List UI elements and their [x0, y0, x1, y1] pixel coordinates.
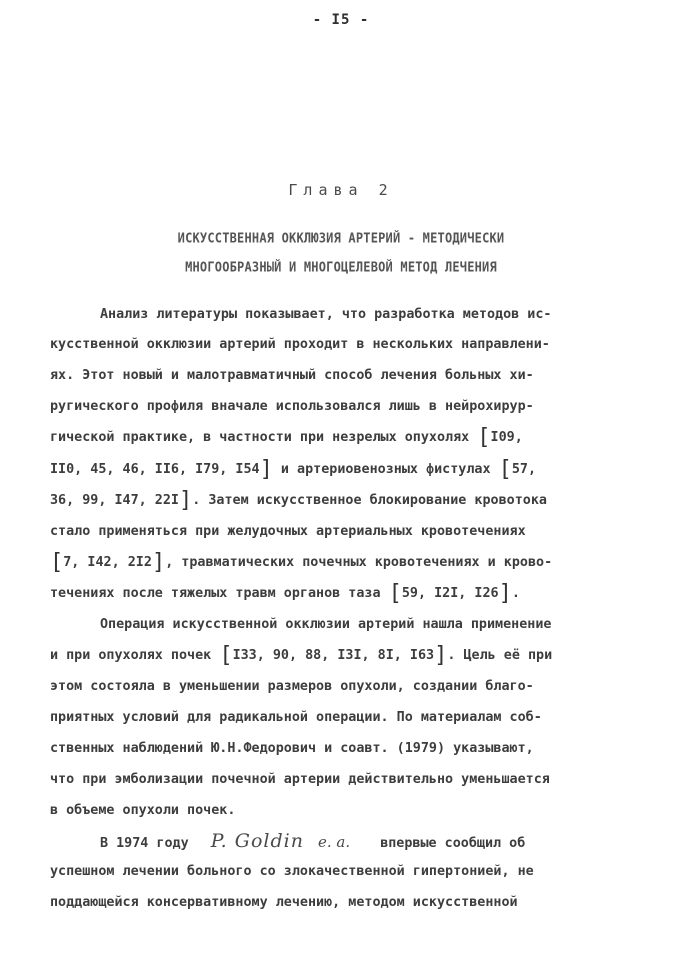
line-text: впервые сообщил об [380, 836, 526, 851]
paragraph-line: приятных условий для радикальной операции. По материалам соб- [50, 710, 542, 725]
paragraph-line [100, 830, 630, 852]
page-number: - I5 - [312, 12, 370, 28]
citation-bracket: ] [498, 581, 512, 606]
paragraph-line [50, 488, 630, 513]
citation-refs: II0, 45, 46, II6, I79, I54 [50, 462, 260, 477]
citation-bracket: ] [434, 643, 448, 668]
citation-refs: 7, I42, 2I2 [63, 555, 152, 570]
line-text: . Затем искусственное блокирование кровотока [192, 493, 547, 508]
paragraph-line [50, 425, 630, 450]
citation-bracket: [ [498, 457, 512, 482]
paragraph-line [50, 550, 630, 575]
line-text: . Цель её при [447, 648, 553, 663]
citation-bracket: [ [219, 643, 233, 668]
paragraph-line: этом состояла в уменьшении размеров опухоли, создании благо- [50, 679, 534, 694]
citation-refs: I33, 90, 88, I3I, 8I, I63 [232, 648, 435, 663]
line-text: гической практике, в частности при незрелых опухолях [50, 430, 470, 445]
citation-bracket: ] [179, 488, 193, 513]
line-text: . [511, 586, 520, 601]
paragraph-line: ях. Этот новый и малотравматичный способ лечения больных хи- [50, 368, 534, 383]
line-text: течениях после тяжелых травм органов таза [50, 586, 381, 601]
citation-refs: 57, [511, 462, 537, 477]
paragraph-line: в объеме опухоли почек. [50, 803, 236, 818]
paragraph-line: ругического профиля вначале использовался лишь в нейрохирур- [50, 399, 534, 414]
handwritten-et-al: e. a. [318, 833, 351, 851]
paragraph-line: ственных наблюдений Ю.Н.Федорович и соавт. (1979) указывают, [50, 741, 534, 756]
line-text: и при опухолях почек [50, 648, 212, 663]
line-text: и артериовенозных фистулах [280, 462, 491, 477]
paragraph-line: поддающейся консервативному лечению, методом искусственной [50, 895, 518, 910]
citation-refs: 59, I2I, I26 [401, 586, 499, 601]
citation-bracket: ] [151, 550, 166, 575]
paragraph-line: успешном лечении больного со злокачественной гипертонией, не [50, 864, 534, 879]
citation-bracket: ] [259, 457, 273, 482]
paragraph-line: кусственной окклюзии артерий проходит в нескольких направлени- [50, 337, 550, 352]
citation-refs: 36, 99, I47, 22I [50, 493, 179, 508]
paragraph-line: Операция искусственной окклюзии артерий нашла применение [100, 617, 552, 632]
chapter-title-line-1: ИСКУССТВЕННАЯ ОККЛЮЗИЯ АРТЕРИЙ - МЕТОДИЧЕСКИ [177, 230, 505, 246]
citation-bracket: [ [477, 425, 491, 450]
handwritten-author-name: P. Goldin [210, 830, 304, 852]
chapter-heading: Глава 2 [288, 181, 394, 199]
paragraph-line [50, 457, 630, 482]
line-text: В 1974 году [100, 836, 189, 851]
paragraph-line [50, 581, 630, 606]
paragraph-line: Анализ литературы показывает, что разработка методов ис- [100, 307, 552, 322]
citation-refs: I09, [490, 430, 523, 445]
citation-bracket: [ [388, 581, 402, 606]
paragraph-line: что при эмболизации почечной артерии действительно уменьшается [50, 772, 550, 787]
paragraph-line: стало применяться при желудочных артериальных кровотечениях [50, 524, 526, 539]
chapter-title-line-2: МНОГООБРАЗНЫЙ И МНОГОЦЕЛЕВОЙ МЕТОД ЛЕЧЕНИЯ [185, 259, 497, 275]
citation-bracket: [ [50, 550, 64, 575]
paragraph-line [50, 643, 630, 668]
line-text: , травматических почечных кровотечениях и крово- [165, 555, 553, 570]
